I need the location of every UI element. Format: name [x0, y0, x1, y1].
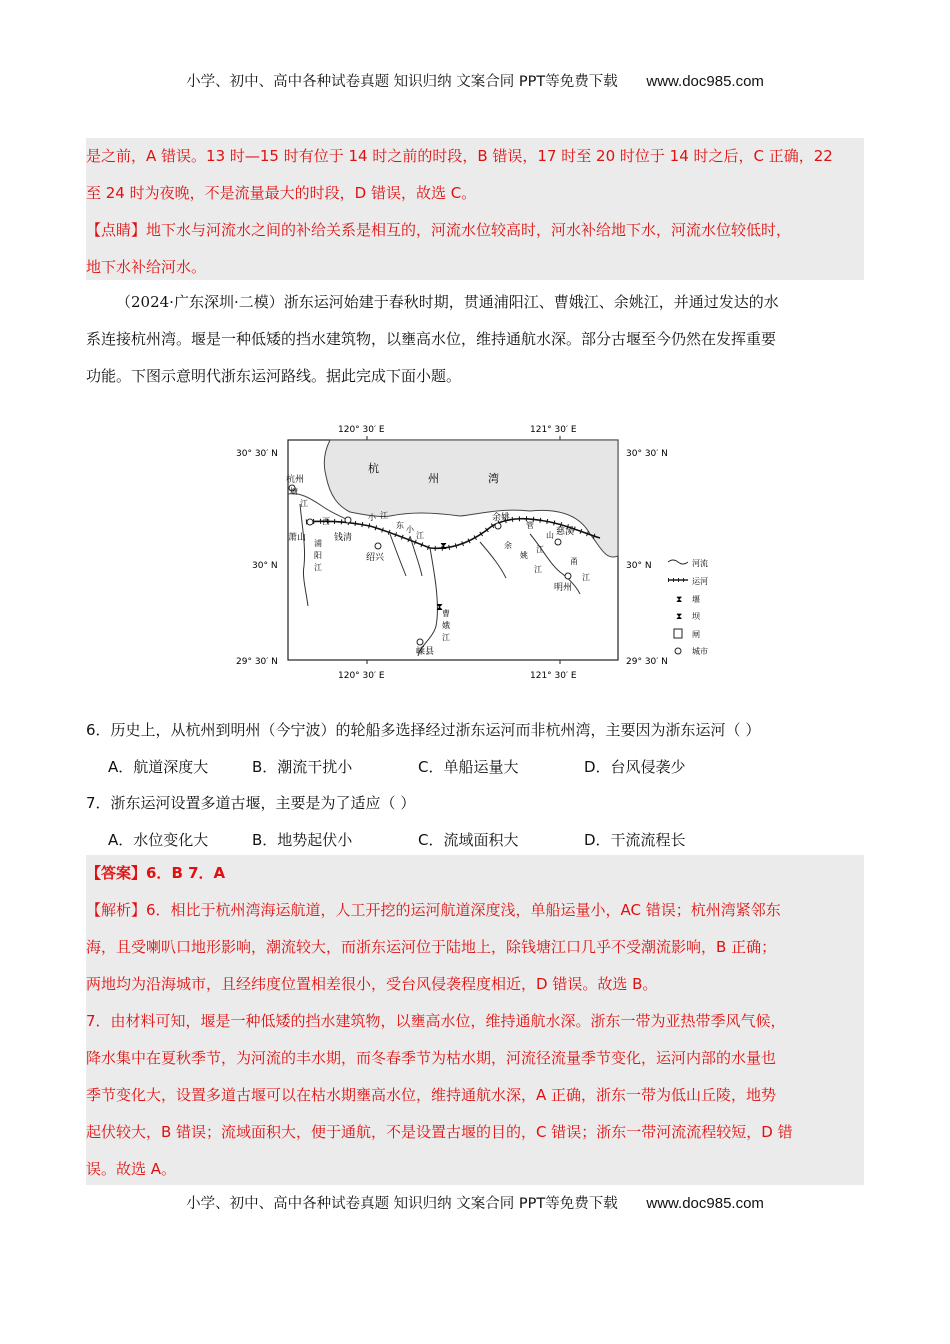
lon-bottom-right: 121° 30′ E: [530, 671, 577, 681]
city-qianqing: 钱清: [334, 533, 353, 543]
small-river-1: [390, 534, 406, 576]
weir-icon-2: ⧗: [440, 541, 448, 552]
yuyao-tributary: [480, 542, 506, 578]
river-qiantang-1: 塘: [290, 487, 298, 496]
city-shengxian-marker: [417, 639, 423, 645]
q6-option-c[interactable]: C．单船运量大: [418, 758, 519, 776]
legend-canal: 运河: [692, 577, 708, 586]
river-dongxiao-2: 小: [406, 525, 414, 534]
city-hangzhou: 杭州: [286, 475, 305, 485]
prev-answer-line1: 是之前，A 错误。13 时—15 时有位于 14 时之前的时段，B 错误，17 时至 20 时位于 14 时之后，C 正确，22: [86, 147, 833, 165]
river-guan-3: 江: [536, 545, 544, 554]
lon-bottom-left: 120° 30′ E: [338, 671, 385, 681]
river-guan-2: 山: [546, 531, 554, 540]
river-cao-e-1: 曹: [442, 609, 450, 618]
city-yuyao: 余姚: [492, 513, 511, 523]
prev-answer: [86, 138, 864, 286]
analysis-line5: 降水集中在夏秋季节，为河流的丰水期，而冬春季节为枯水期，河流径流量季节变化，运河内部的水量也: [86, 1049, 777, 1067]
bay-char-1: 杭: [368, 462, 379, 475]
q7-option-d[interactable]: D．干流流程长: [584, 831, 686, 849]
page-header: [0, 70, 950, 91]
river-yuyao-3: 江: [534, 565, 542, 574]
river-dongxiao-1: 东: [396, 521, 404, 530]
legend-weir-icon: ⧗: [676, 595, 683, 605]
intro-line2: 系连接杭州湾。堰是一种低矮的挡水建筑物，以壅高水位，维持通航水深。部分古堰至今仍然在发挥重要: [86, 330, 777, 348]
prev-answer-line2: 至 24 时为夜晚，不是流量最大的时段，D 错误，故选 C。: [86, 184, 477, 202]
river-xixiao-1: 西: [322, 517, 330, 526]
river-puyang-2: 阳: [314, 551, 322, 560]
lon-top-right: 121° 30′ E: [530, 425, 577, 435]
q7-option-a[interactable]: A．水位变化大: [108, 831, 209, 849]
city-mingzhou-marker: [565, 573, 571, 579]
analysis-line8: 误。故选 A。: [86, 1160, 177, 1178]
city-shaoxing-marker: [375, 543, 381, 549]
analysis-line6: 季节变化大，设置多道古堰可以在枯水期壅高水位，维持通航水深，A 正确，浙东一带为低山丘陵，地势: [86, 1086, 777, 1104]
header-text: 小学、初中、高中各种试卷真题 知识归纳 文案合同 PPT等免费下载: [186, 74, 618, 90]
city-qianqing-marker: [345, 517, 351, 523]
bay-char-2: 州: [428, 472, 439, 485]
city-xiaoshan-marker: [307, 519, 313, 525]
city-shengxian: 嵊县: [416, 647, 435, 657]
legend-river-swatch: [668, 560, 688, 564]
intro-passage: [86, 284, 864, 395]
footer-text: 小学、初中、高中各种试卷真题 知识归纳 文案合同 PPT等免费下载: [186, 1196, 618, 1212]
legend-river: 河流: [692, 559, 708, 568]
river-yong-2: 江: [582, 573, 590, 582]
river-yuyao-2: 姚: [520, 551, 528, 560]
river-puyang-1: 浦: [314, 539, 322, 548]
legend-weir: 堰: [692, 595, 700, 604]
city-xiaoshan: 萧山: [288, 533, 307, 543]
river-cao-e-2: 娥: [442, 621, 450, 630]
q7-option-b[interactable]: B．地势起伏小: [252, 831, 353, 849]
canal-map: [230, 416, 722, 690]
intro-line1: （2024·广东深圳·二模）浙东运河始建于春秋时期，贯通浦阳江、曹娥江、余姚江，并通过发达的水: [116, 293, 779, 311]
analysis-line2: 海，且受喇叭口地形影响，潮流较大，而浙东运河位于陆地上，除钱塘江口几乎不受潮流影响，B 正确；: [86, 938, 777, 956]
legend-city-icon: [675, 648, 681, 654]
legend-dam-icon: ⧗: [676, 612, 683, 622]
map-legend: [668, 558, 708, 656]
river-qiantang-2: 江: [300, 499, 308, 508]
lat-top-right: 30° 30′ N: [626, 449, 668, 459]
city-cixi: 慈溪: [556, 527, 575, 537]
weir-icon-1: ⧗: [436, 602, 444, 613]
analysis-line3: 两地均为沿海城市，且经纬度位置相差很小，受台风侵袭程度相近，D 错误。故选 B。: [86, 975, 658, 993]
lat-mid-left: 30° N: [252, 561, 278, 571]
river-cao-e-3: 江: [442, 633, 450, 642]
analysis-line7: 起伏较大，B 错误；流域面积大，便于通航，不是设置古堰的目的，C 错误；浙东一带河流流程较短，D 错: [86, 1123, 793, 1141]
answer-line: 【答案】6．B 7．A: [86, 864, 226, 882]
analysis-line4: 7．由材料可知，堰是一种低矮的挡水建筑物，以壅高水位，维持通航水深。浙东一带为亚热带季风气候，: [86, 1012, 786, 1030]
city-yuyao-marker: [495, 523, 501, 529]
lat-top-left: 30° 30′ N: [236, 449, 278, 459]
answer-analysis: [86, 855, 864, 1188]
lat-bottom-left: 29° 30′ N: [236, 657, 278, 667]
q6-option-b[interactable]: B．潮流干扰小: [252, 758, 353, 776]
city-shaoxing: 绍兴: [366, 553, 385, 563]
lat-mid-right: 30° N: [626, 561, 652, 571]
header-site[interactable]: www.doc985.com: [646, 73, 764, 90]
footer-site[interactable]: www.doc985.com: [646, 1195, 764, 1212]
puyang-river: [300, 504, 308, 606]
city-mingzhou: 明州: [554, 583, 573, 593]
intro-line3: 功能。下图示意明代浙东运河路线。据此完成下面小题。: [86, 367, 462, 385]
river-xixiao-3: 江: [380, 511, 388, 520]
q6-option-d[interactable]: D．台风侵袭少: [584, 758, 686, 776]
river-guan-1: 管: [526, 521, 534, 530]
river-yuyao-1: 余: [504, 541, 512, 550]
map-svg: [230, 416, 722, 690]
legend-dam: 坝: [692, 612, 700, 621]
lon-top-left: 120° 30′ E: [338, 425, 385, 435]
q7-option-c[interactable]: C．流域面积大: [418, 831, 519, 849]
river-dongxiao-3: 江: [416, 531, 424, 540]
river-xixiao-2: 小: [368, 513, 376, 522]
tip-line1: 【点睛】地下水与河流水之间的补给关系是相互的，河流水位较高时，河水补给地下水，河流水位较低时，: [86, 221, 792, 239]
analysis-line1: 【解析】6．相比于杭州湾海运航道，人工开挖的运河航道深度浅，单船运量小，AC 错误；杭州湾紧邻东: [86, 901, 781, 919]
question-7-stem: 7．浙东运河设置多道古堰，主要是为了适应（ ）: [86, 794, 416, 812]
river-puyang-3: 江: [314, 563, 322, 572]
bay-char-3: 湾: [488, 472, 499, 485]
question-6-stem: 6．历史上，从杭州到明州（今宁波）的轮船多选择经过浙东运河而非杭州湾，主要因为浙东运河（ ）: [86, 721, 761, 739]
legend-sluice-icon: [674, 629, 682, 638]
city-cixi-marker: [555, 539, 561, 545]
lat-bottom-right: 29° 30′ N: [626, 657, 668, 667]
q6-option-a[interactable]: A．航道深度大: [108, 758, 209, 776]
tip-line2: 地下水补给河水。: [86, 258, 207, 276]
legend-sluice: 闸: [692, 630, 700, 639]
page-footer: [0, 1192, 950, 1213]
legend-city: 城市: [692, 647, 708, 656]
river-yong-1: 甬: [570, 557, 578, 566]
